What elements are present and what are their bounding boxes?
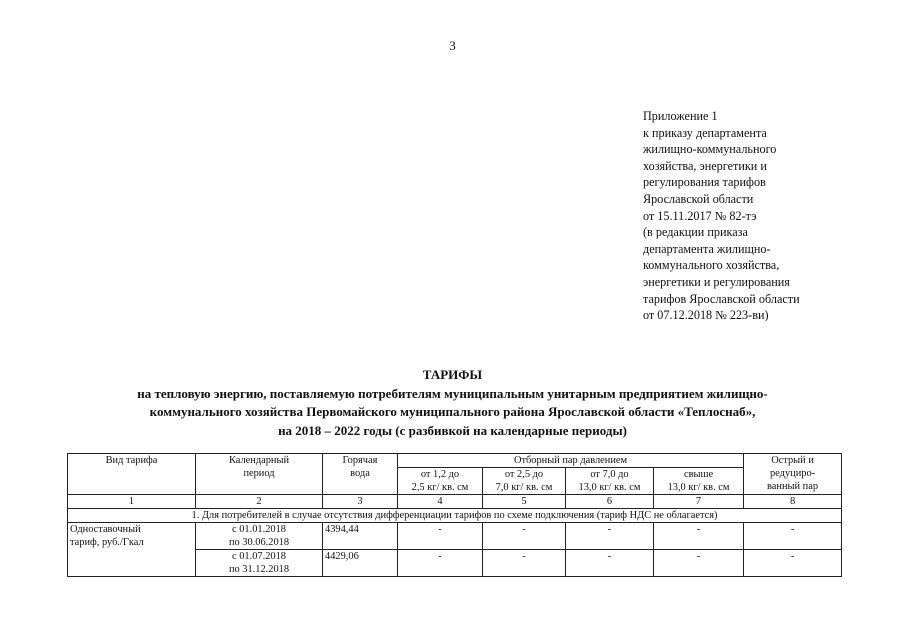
period-cell: с 01.07.2018 по 31.12.2018 xyxy=(196,550,323,577)
appendix-line: жилищно-коммунального xyxy=(643,142,777,157)
title-line: на тепловую энергию, поставляемую потребителям муниципальным унитарным предприятием жилищно- xyxy=(137,385,768,401)
header-period: Календарный период xyxy=(196,454,323,495)
steam-value: - xyxy=(483,523,566,550)
title-line: на 2018 – 2022 годы (с разбивкой на календарные периоды) xyxy=(278,422,627,438)
section-heading: 1. Для потребителей в случае отсутствия дифференциации тарифов по схеме подключения (тариф НДС не облагается) xyxy=(68,509,842,523)
appendix-line: Приложение 1 xyxy=(643,109,718,123)
steam-value: - xyxy=(483,550,566,577)
header-steam-col: от 1,2 до 2,5 кг/ кв. см xyxy=(398,468,483,495)
column-number: 8 xyxy=(744,495,842,509)
page-number: 3 xyxy=(449,38,456,53)
title-line: коммунального хозяйства Первомайского муниципального района Ярославской области «Теплоснаб», xyxy=(149,404,756,419)
column-number: 1 xyxy=(68,495,196,509)
appendix-line: тарифов Ярославской области xyxy=(643,291,800,306)
acute-steam-value: - xyxy=(744,523,842,550)
appendix-line: департамента жилищно- xyxy=(643,241,771,256)
steam-value: - xyxy=(566,523,654,550)
appendix-line: хозяйства, энергетики и xyxy=(643,158,767,173)
steam-value: - xyxy=(398,523,483,550)
header-row xyxy=(68,454,842,468)
header-steam-col: от 7,0 до 13,0 кг/ кв. см xyxy=(566,468,654,495)
column-number-row xyxy=(68,495,842,509)
header-acute-steam: Острый и редуциро- ванный пар xyxy=(744,454,842,495)
hot-water-value: 4429,06 xyxy=(323,550,398,577)
hot-water-value: 4394,44 xyxy=(323,523,398,550)
appendix-line: от 15.11.2017 № 82-тэ xyxy=(643,208,757,223)
header-steam-group: Отборный пар давлением xyxy=(398,454,744,468)
column-number: 4 xyxy=(398,495,483,509)
appendix-line: энергетики и регулирования xyxy=(643,274,790,289)
steam-value: - xyxy=(654,550,744,577)
acute-steam-value: - xyxy=(744,550,842,577)
steam-value: - xyxy=(654,523,744,550)
column-number: 7 xyxy=(654,495,744,509)
tariff-type-cell: Одноставочный тариф, руб./Гкал xyxy=(68,523,196,577)
appendix-line: регулирования тарифов xyxy=(643,175,766,190)
tariff-table xyxy=(67,453,842,577)
header-tariff-type: Вид тарифа xyxy=(68,454,196,495)
appendix-line: к приказу департамента xyxy=(643,125,767,140)
column-number: 5 xyxy=(483,495,566,509)
column-number: 6 xyxy=(566,495,654,509)
column-number: 3 xyxy=(323,495,398,509)
steam-value: - xyxy=(398,550,483,577)
document-title xyxy=(40,366,865,440)
appendix-line: коммунального хозяйства, xyxy=(643,258,780,273)
appendix-line: Ярославской области xyxy=(643,191,754,206)
column-number: 2 xyxy=(196,495,323,509)
period-cell: с 01.01.2018 по 30.06.2018 xyxy=(196,523,323,550)
header-steam-col: свыше 13,0 кг/ кв. см xyxy=(654,468,744,495)
title-heading: ТАРИФЫ xyxy=(422,367,483,382)
appendix-line: от 07.12.2018 № 223-ви) xyxy=(643,308,769,323)
header-steam-col: от 2,5 до 7,0 кг/ кв. см xyxy=(483,468,566,495)
header-hot-water: Горячая вода xyxy=(323,454,398,495)
appendix-line: (в редакции приказа xyxy=(643,225,748,240)
table-row xyxy=(68,523,842,550)
steam-value: - xyxy=(566,550,654,577)
appendix-reference xyxy=(643,108,888,324)
section-row xyxy=(68,509,842,523)
